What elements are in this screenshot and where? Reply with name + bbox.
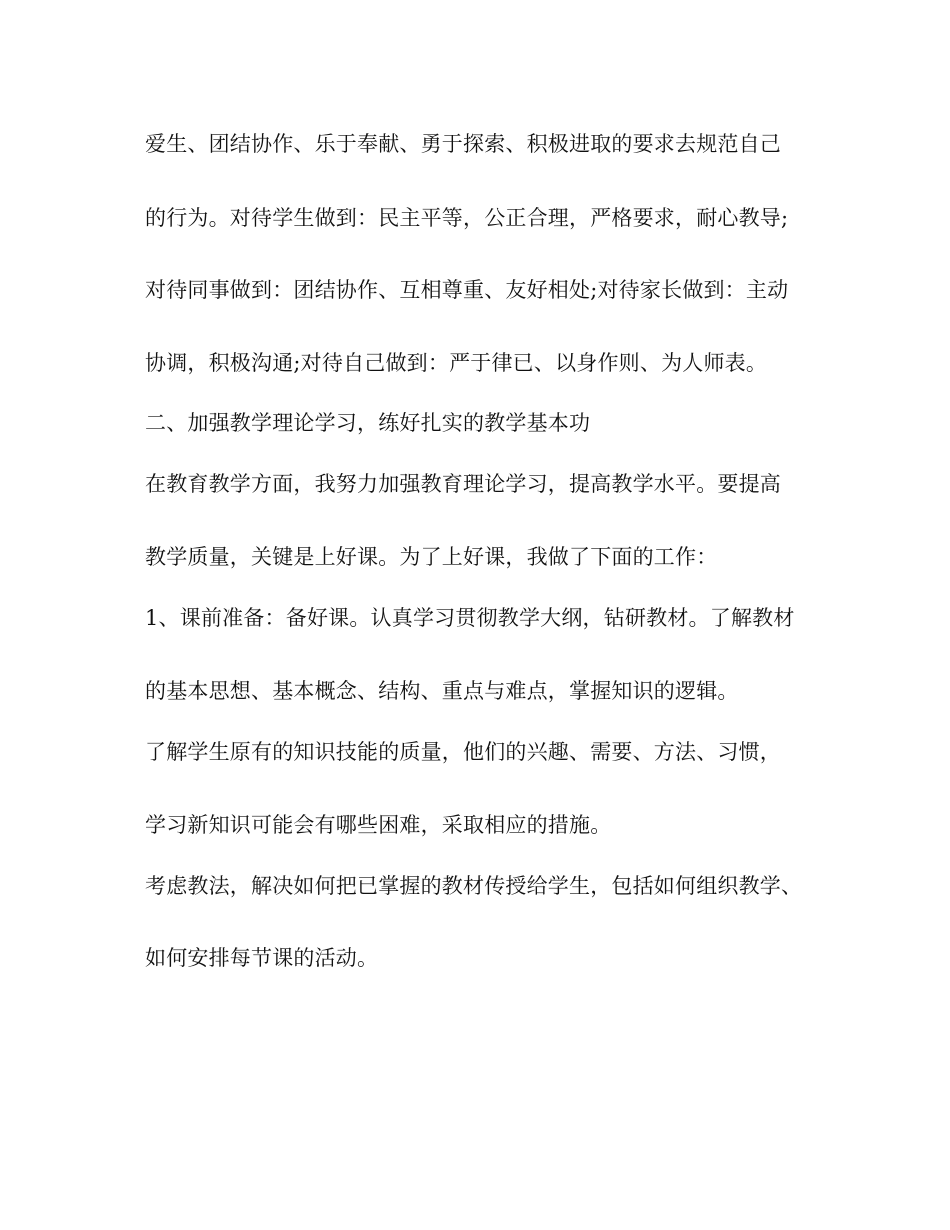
paragraph-line: 爱生、团结协作、乐于奉献、勇于探索、积极进取的要求去规范自己	[145, 132, 781, 156]
paragraph-line: 协调，积极沟通;对待自己做到：严于律已、以身作则、为人师表。	[145, 351, 768, 375]
section-heading: 二、加强教学理论学习，练好扎实的教学基本功	[145, 411, 591, 435]
paragraph-line: 了解学生原有的知识技能的质量，他们的兴趣、需要、方法、习惯，	[145, 740, 781, 764]
paragraph-line: 对待同事做到：团结协作、互相尊重、友好相处;对待家长做到：主动	[145, 278, 789, 302]
paragraph-line: 的行为。对待学生做到：民主平等，公正合理，严格要求，耐心教导;	[145, 206, 789, 230]
paragraph-line: 的基本思想、基本概念、结构、重点与难点，掌握知识的逻辑。	[145, 679, 739, 703]
paragraph-line: 考虑教法，解决如何把已掌握的教材传授给学生，包括如何组织教学、	[145, 874, 803, 898]
paragraph-line: 学习新知识可能会有哪些困难，采取相应的措施。	[145, 813, 612, 837]
paragraph-line: 在教育教学方面，我努力加强教育理论学习，提高教学水平。要提高	[145, 472, 781, 496]
list-item-line: 1、课前准备：备好课。认真学习贯彻教学大纲，钻研教材。了解教材	[145, 606, 795, 630]
paragraph-line: 如何安排每节课的活动。	[145, 946, 379, 970]
paragraph-line: 教学质量，关键是上好课。为了上好课，我做了下面的工作：	[145, 545, 718, 569]
